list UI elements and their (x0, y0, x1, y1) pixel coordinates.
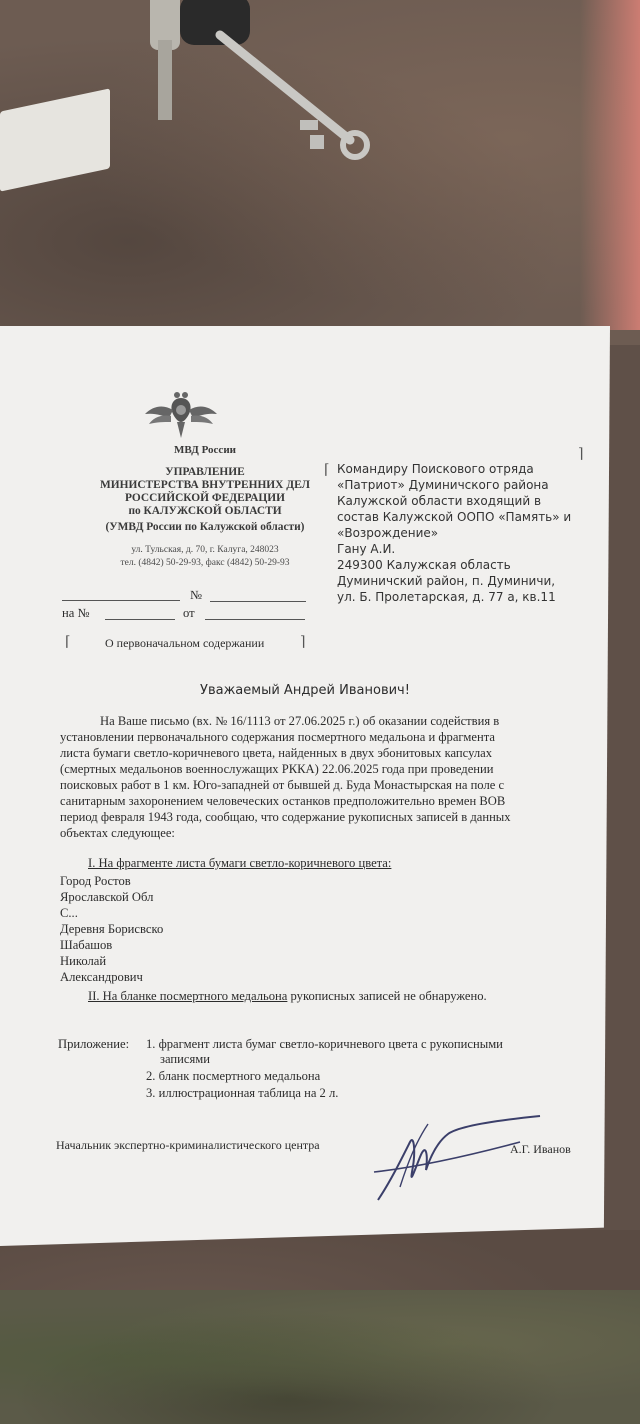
section-2 (88, 989, 487, 1004)
signature-name: А.Г. Иванов (510, 1142, 571, 1156)
subject-text: О первоначальном содержании (105, 636, 265, 650)
attachment-3: 3. иллюстрационная таблица на 2 л. (146, 1086, 339, 1100)
from-label: от (183, 606, 195, 620)
attachment-2: 2. бланк посмертного медальона (146, 1069, 321, 1083)
recipient-line-3: Калужской области входящий в (337, 494, 542, 508)
body-line-6: санитарным захоронением человеческих останков предположительно времен ВОВ (60, 794, 506, 808)
body-line-7: период февраля 1943 года, сообщаю, что содержание рукописных записей в данных (60, 810, 511, 824)
org-line-4: по КАЛУЖСКОЙ ОБЛАСТИ (128, 505, 282, 517)
camouflage-cloth (0, 1290, 640, 1424)
subject-bracket-left: ⌈ (65, 635, 71, 650)
recipient-line-2: «Патриот» Думиничского района (337, 478, 549, 492)
section-1-line-5: Шабашов (60, 938, 113, 952)
section-1-title: I. На фрагменте листа бумаги светло-коричневого цвета: (88, 856, 392, 870)
signature-position: Начальник экспертно-криминалистического центра (56, 1138, 320, 1152)
recipient-bracket: ⌈ (324, 463, 330, 478)
number-sign: № (190, 588, 203, 602)
body-line-5: поисковых работ в 1 км. Юго-западней от бывшей д. Буда Монастырская на поле с (60, 778, 505, 792)
section-1-line-2: Ярославской Обл (60, 890, 154, 904)
section-1-line-6: Николай (60, 954, 107, 968)
org-phone: тел. (4842) 50-29-93, факс (4842) 50-29-93 (120, 558, 290, 568)
recipient-line-1: Командиру Поискового отряда (337, 462, 534, 476)
org-short-name: МВД России (173, 444, 236, 456)
org-line-2: МИНИСТЕРСТВА ВНУТРЕННИХ ДЕЛ (99, 479, 311, 491)
body-line-4: (смертных медальонов военнослужащих РККА) 22.06.2025 года при проведении (60, 762, 494, 776)
recipient-line-5: «Возрождение» (337, 526, 439, 540)
section-1-line-1: Город Ростов (60, 874, 131, 888)
section-1-line-3: С... (60, 906, 78, 920)
red-object-edge (580, 0, 640, 330)
on-number-line (105, 619, 175, 620)
body-line-2: установлении первоначального содержания посмертного медальона и фрагмента (60, 730, 495, 744)
attachment-1-cont: записями (160, 1052, 210, 1066)
body-line-1: На Ваше письмо (вх. № 16/1113 от 27.06.2025 г.) об оказании содействия в (100, 714, 500, 728)
reg-number-line (210, 601, 306, 602)
greeting: Уважаемый Андрей Иванович! (200, 683, 410, 698)
recipient-line-8: Думиничский район, п. Думиничи, (337, 574, 556, 588)
reg-date-line (62, 600, 180, 601)
section-2-title: II. На бланке посмертного медальона (88, 989, 288, 1003)
body-line-8: объектах следующее: (60, 826, 175, 840)
recipient-line-6: Гану А.И. (337, 542, 396, 556)
attachment-label: Приложение: (58, 1037, 130, 1051)
org-line-1: УПРАВЛЕНИЕ (165, 466, 245, 478)
attachment-1: 1. фрагмент листа бумаг светло-коричневого цвета с рукописными (146, 1037, 503, 1051)
recipient-line-7: 249300 Калужская область (337, 558, 511, 572)
body-line-3: листа бумаги светло-коричневого цвета, найденных в двух эбонитовых капсулах (60, 746, 493, 760)
on-number-label: на № (62, 606, 90, 620)
from-line (205, 619, 305, 620)
section-2-text: рукописных записей не обнаружено. (287, 989, 487, 1003)
recipient-bracket-right: ⌉ (578, 447, 584, 462)
org-address: ул. Тульская, д. 70, г. Калуга, 248023 (131, 545, 279, 555)
section-1-line-7: Александрович (60, 970, 143, 984)
org-line-3: РОССИЙСКОЙ ФЕДЕРАЦИИ (125, 492, 285, 504)
eagle-emblem-icon (143, 388, 219, 444)
handwritten-signature (370, 1112, 550, 1207)
recipient-line-4: состав Калужской ООПО «Память» и (337, 510, 572, 524)
section-1-line-4: Деревня Борисвско (60, 922, 164, 936)
recipient-line-9: ул. Б. Пролетарская, д. 77 а, кв.11 (337, 590, 556, 604)
org-line-5: (УМВД России по Калужской области) (105, 521, 305, 533)
keys-icon (130, 0, 370, 175)
subject-bracket-right: ⌉ (300, 635, 306, 650)
